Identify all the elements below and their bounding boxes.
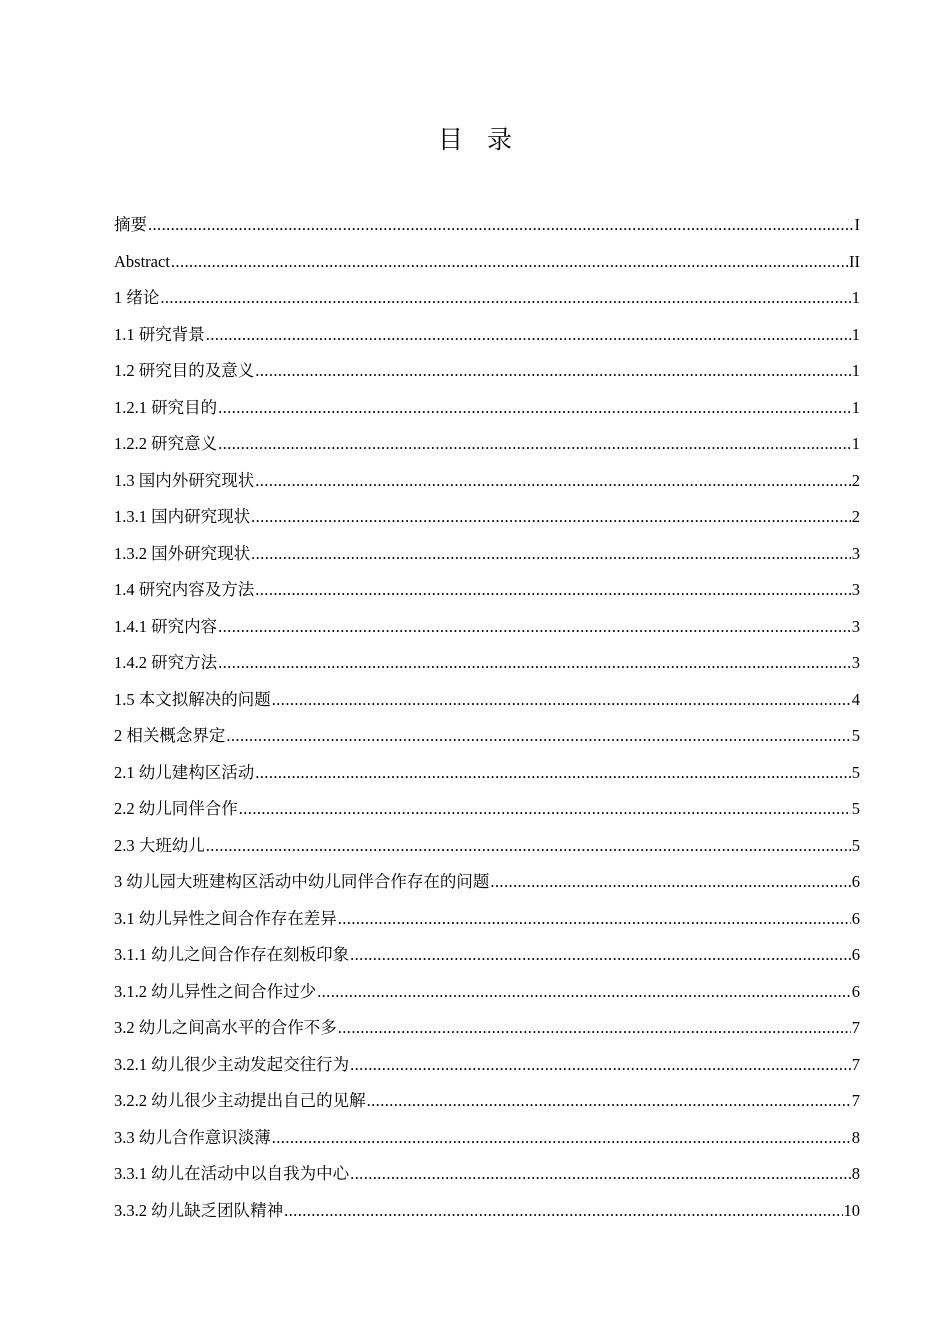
toc-entry[interactable] [114,280,860,317]
toc-entry-label: 1.2.2 研究意义 [114,434,218,453]
dot-leader [160,280,850,317]
toc-entry-page: 3 [851,616,860,636]
toc-entry-page: 4 [851,689,860,709]
toc-entry-label: 1.4.2 研究方法 [114,653,218,672]
toc-entry[interactable] [114,207,860,244]
toc-entry[interactable] [114,353,860,390]
dot-leader [272,682,851,719]
toc-entry[interactable] [114,572,860,609]
toc-entry-label: 1.3.1 国内研究现状 [114,507,251,526]
toc-entry[interactable] [114,682,860,719]
dot-leader [206,828,851,865]
dot-leader [171,244,848,281]
toc-entry-page: II [849,251,860,271]
toc-entry[interactable] [114,828,860,865]
toc-entry[interactable] [114,426,860,463]
toc-entry[interactable] [114,463,860,500]
toc-entry-label: 3.3 幼儿合作意识淡薄 [114,1127,271,1147]
toc-entry[interactable] [114,499,860,536]
toc-entry-page: 1 [851,324,860,344]
toc-entry-page: 2 [851,470,860,490]
toc-entry-page: 8 [851,1164,860,1183]
dot-leader [218,645,851,682]
toc-entry-page: 5 [851,835,860,855]
dot-leader [338,901,851,938]
toc-entry[interactable] [114,317,860,354]
toc-entry-page: 1 [851,397,860,417]
toc-entry-label: 1.4 研究内容及方法 [114,580,255,599]
dot-leader [206,317,851,354]
toc-entry-page: 3 [851,580,860,599]
toc-entry-label: 2.3 大班幼儿 [114,835,205,855]
toc-entry-label: Abstract [114,251,170,271]
toc-entry[interactable] [114,1193,860,1230]
toc-entry[interactable] [114,1120,860,1157]
toc-entry-label: 2.2 幼儿同伴合作 [114,799,238,818]
toc-entry-label: 1.2 研究目的及意义 [114,361,255,380]
toc-entry[interactable] [114,755,860,792]
toc-entry[interactable] [114,1083,860,1120]
toc-entry-page: I [854,215,860,234]
dot-leader [218,426,851,463]
toc-entry-label: 3.2.1 幼儿很少主动发起交往行为 [114,1054,350,1074]
toc-entry[interactable] [114,718,860,755]
dot-leader [218,609,851,646]
toc-entry-label: 1.3 国内外研究现状 [114,470,255,490]
dot-leader [218,390,851,427]
dot-leader [255,463,851,500]
dot-leader [226,718,850,755]
dot-leader [350,937,851,974]
toc-entry-label: 1.5 本文拟解决的问题 [114,689,271,709]
toc-entry-page: 6 [851,981,860,1001]
toc-entry-label: 1.4.1 研究内容 [114,616,218,636]
toc-entry[interactable] [114,791,860,828]
toc-entry[interactable] [114,1047,860,1084]
dot-leader [251,536,851,573]
toc-entry[interactable] [114,1156,860,1193]
dot-leader [317,974,851,1011]
dot-leader [272,1120,851,1157]
dot-leader [350,1047,851,1084]
dot-leader [284,1193,842,1230]
toc-entry[interactable] [114,244,860,281]
toc-entry-page: 5 [851,726,860,745]
toc-entry-page: 5 [851,762,860,782]
toc-entry[interactable] [114,937,860,974]
toc-entry-label: 3 幼儿园大班建构区活动中幼儿同伴合作存在的问题 [114,872,490,891]
toc-entry-page: 7 [851,1054,860,1074]
toc-entry-page: 3 [851,543,860,563]
toc-entry-label: 3.2 幼儿之间高水平的合作不多 [114,1018,337,1037]
dot-leader [148,207,854,244]
toc-title: 目录 [437,125,536,154]
toc-list [114,207,860,1229]
dot-leader [255,353,851,390]
toc-entry[interactable] [114,645,860,682]
toc-entry-page: 7 [851,1091,860,1110]
toc-entry-label: 1.2.1 研究目的 [114,397,218,417]
toc-entry-label: 2 相关概念界定 [114,726,226,745]
dot-leader [255,572,851,609]
toc-entry-label: 1 绪论 [114,288,160,307]
dot-leader [490,864,850,901]
toc-entry-page: 1 [851,361,860,380]
dot-leader [251,499,851,536]
toc-entry-page: 1 [851,288,860,307]
toc-entry[interactable] [114,536,860,573]
toc-entry[interactable] [114,974,860,1011]
toc-entry-label: 3.1 幼儿异性之间合作存在差异 [114,908,337,928]
toc-entry[interactable] [114,864,860,901]
toc-entry-label: 3.3.1 幼儿在活动中以自我为中心 [114,1164,350,1183]
dot-leader [338,1010,851,1047]
toc-entry[interactable] [114,1010,860,1047]
toc-entry-page: 1 [851,434,860,453]
toc-entry-page: 8 [851,1127,860,1147]
dot-leader [255,755,851,792]
toc-entry-label: 摘要 [114,215,147,234]
toc-entry-page: 6 [851,945,860,964]
dot-leader [350,1156,851,1193]
toc-entry-label: 1.3.2 国外研究现状 [114,543,251,563]
toc-entry-label: 3.1.1 幼儿之间合作存在刻板印象 [114,945,350,964]
dot-leader [239,791,851,828]
toc-entry-page: 10 [843,1200,860,1220]
toc-entry-page: 3 [851,653,860,672]
toc-entry-label: 1.1 研究背景 [114,324,205,344]
toc-entry[interactable] [114,901,860,938]
toc-entry[interactable] [114,609,860,646]
toc-entry-page: 7 [851,1018,860,1037]
toc-entry[interactable] [114,390,860,427]
toc-entry-label: 3.1.2 幼儿异性之间合作过少 [114,981,317,1001]
dot-leader [367,1083,851,1120]
toc-entry-page: 2 [851,507,860,526]
toc-entry-label: 3.2.2 幼儿很少主动提出自己的见解 [114,1091,366,1110]
toc-entry-page: 6 [851,908,860,928]
toc-entry-label: 2.1 幼儿建构区活动 [114,762,255,782]
toc-entry-label: 3.3.2 幼儿缺乏团队精神 [114,1200,284,1220]
toc-entry-page: 5 [851,799,860,818]
toc-entry-page: 6 [851,872,860,891]
